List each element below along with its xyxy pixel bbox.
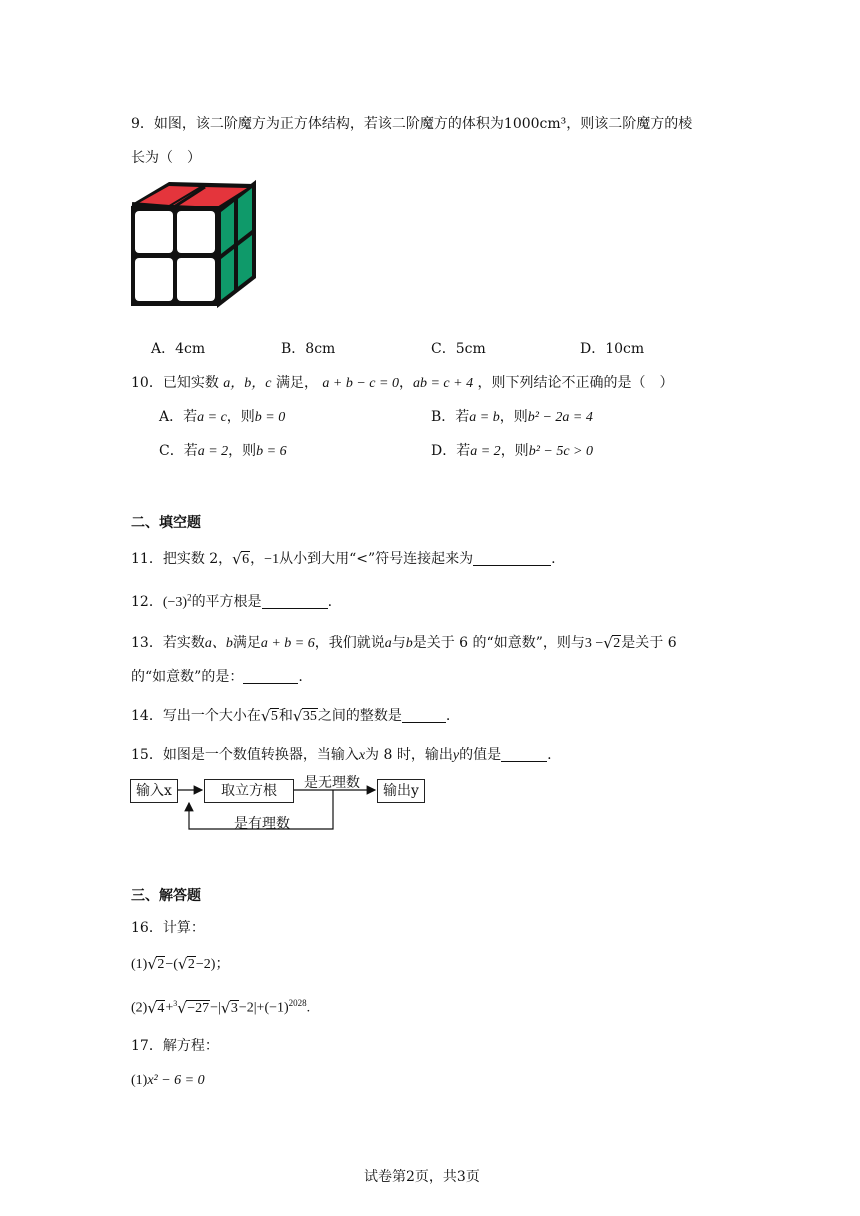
page-footer: 试卷第2页，共3页 — [364, 1169, 480, 1185]
q17-part1: (1)x² − 6 = 0 — [131, 1073, 205, 1088]
q10-stem: 10．已知实数 a，b，c 满足， a + b − c = 0，ab = c + 4 ，则下列结论不正确的是（ ） — [131, 375, 674, 391]
q10-option-c: C．若a = 2，则b = 6 — [159, 443, 287, 459]
q12-text: 12．$(-3)^2$的平方根是 . — [131, 592, 333, 610]
q11-answer-blank[interactable] — [473, 551, 551, 566]
q13-line2: 的“如意数”的是： . — [131, 669, 303, 685]
flow-cube-root-box: 取立方根 — [204, 779, 294, 803]
q16-part2: (2) √ 4+$^3$ √ −27−| √ $3-2|+(-1)^{2028}$. — [131, 998, 311, 1017]
q9-option-b: B．8cm — [281, 341, 336, 357]
q16-title: 16．计算： — [131, 920, 205, 936]
q17-title: 17．解方程： — [131, 1038, 219, 1054]
q11-text: 11．把实数 2， √ 6，−1从小到大用“<”符号连接起来为 . — [131, 550, 556, 568]
q10-option-d: D．若a = 2，则b² − 5c > 0 — [431, 443, 593, 459]
q14-text: 14．写出一个大小在 √ 5和 √ 35之间的整数是 . — [131, 707, 451, 725]
flow-output-box: 输出y — [377, 779, 425, 803]
q9-option-a: A．4cm — [151, 341, 206, 357]
q14-answer-blank[interactable] — [402, 708, 446, 723]
q16-part1: (1) √ 2−( √ 2−2)； — [131, 955, 230, 973]
q15-answer-blank[interactable] — [501, 747, 547, 762]
rubiks-cube-image — [129, 179, 256, 316]
q13-line1: 13．若实数a、b满足a + b = 6，我们就说a与b是关于 6 的“如意数”，则与3 − √ 2是关于 6 — [131, 634, 677, 652]
q9-option-c: C．5cm — [431, 341, 486, 357]
q15-text: 15．如图是一个数值转换器，当输入x为 8 时，输出y的值是 . — [131, 747, 552, 763]
q13-answer-blank[interactable] — [243, 669, 298, 684]
section-solve-heading: 三、解答题 — [131, 888, 201, 904]
flow-irrational-label: 是无理数 — [304, 775, 360, 791]
q9-option-d: D．10cm — [580, 341, 645, 357]
q10-option-a: A．若a = c，则b = 0 — [159, 409, 286, 425]
q9-line1: 9．如图，该二阶魔方为正方体结构，若该二阶魔方的体积为1000cm³，则该二阶魔方的棱 — [131, 116, 693, 132]
section-fill-in-heading: 二、填空题 — [131, 515, 201, 531]
q9-line2: 长为（ ） — [131, 150, 201, 166]
flow-input-box: 输入x — [130, 779, 178, 803]
flow-rational-label: 是有理数 — [234, 816, 290, 832]
q12-answer-blank[interactable] — [262, 594, 328, 609]
q10-option-b: B．若a = b，则b² − 2a = 4 — [431, 409, 593, 425]
